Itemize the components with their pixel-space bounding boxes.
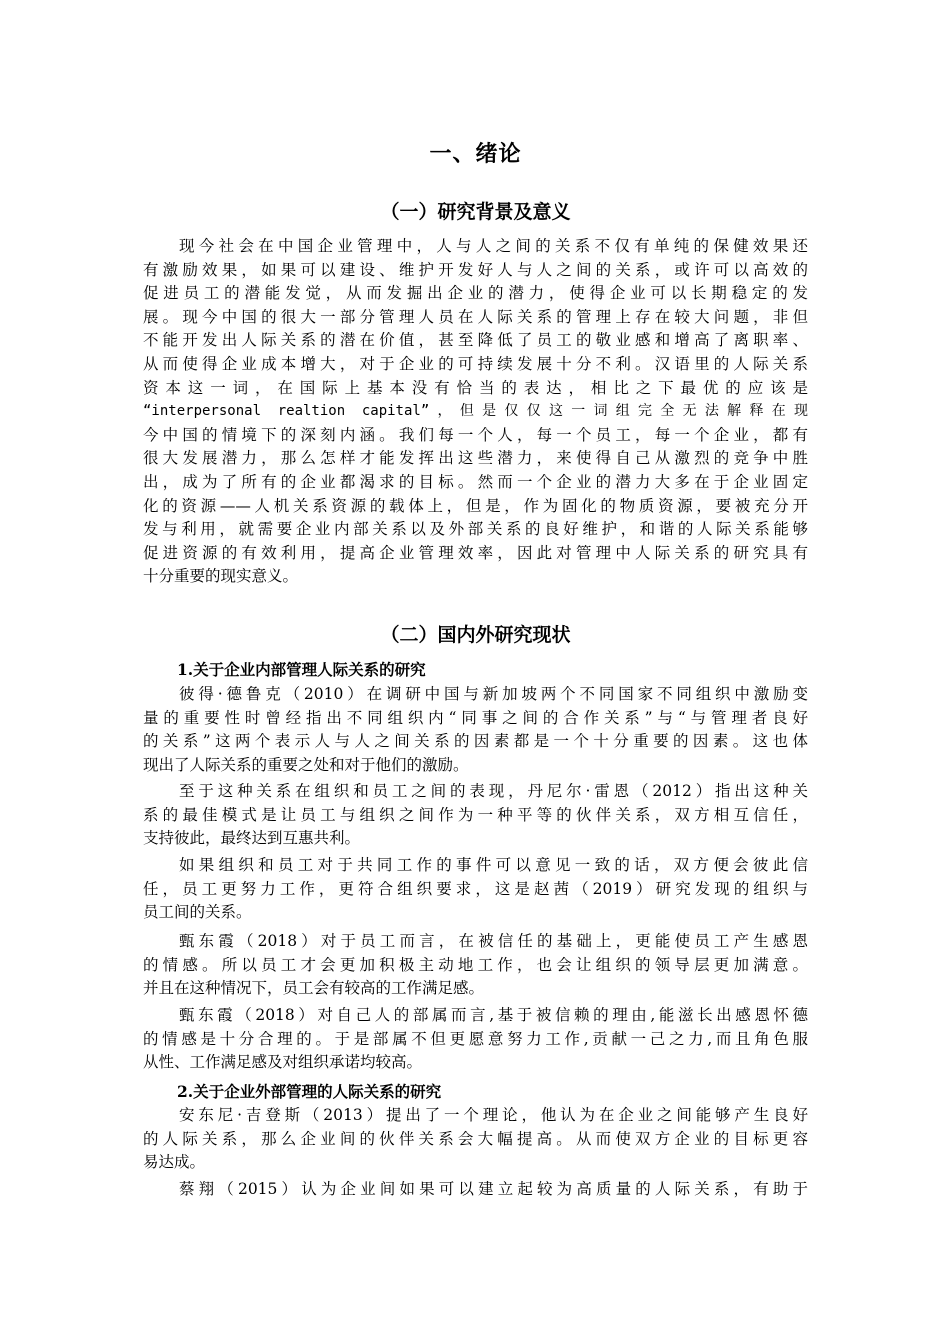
chapter-title: 一、绪论: [429, 141, 522, 167]
text-line: 的关系”这两个表示人与人之间关系的因素都是一个十分重要的因素。这也体: [143, 732, 808, 751]
text-line: 的人际关系，那么企业间的伙伴关系会大幅提高。从而使双方企业的目标更容: [143, 1129, 808, 1148]
text-line: 从而使得企业成本增大，对于企业的可持续发展十分不利。汉语里的人际关系: [143, 354, 808, 373]
text-line: 促进员工的潜能发觉，从而发掘出企业的潜力，使得企业可以长期稳定的发: [143, 284, 808, 303]
paragraph-1: [143, 683, 808, 777]
section1-paragraph: [143, 235, 808, 589]
paragraph-5: [143, 1004, 808, 1075]
text-line: 今中国的情境下的深刻内涵。我们每一个人，每一个员工，每一个企业，都有: [143, 425, 808, 444]
text-line: 量的重要性时曾经指出不同组织内“同事之间的合作关系”与“与管理者良好: [143, 708, 808, 727]
text-line: “interpersonal realtion capital”，但是仅仅这一词组完全无法解释在现: [143, 403, 808, 420]
text-line: 出，成为了所有的企业都渴求的目标。然而一个企业的潜力大多在于企业固定: [143, 472, 808, 491]
text-line: 现今社会在中国企业管理中，人与人之间的关系不仅有单纯的保健效果还: [179, 237, 808, 255]
text-line: 如果组织和员工对于共同工作的事件可以意见一致的话，双方便会彼此信: [179, 856, 808, 874]
paragraph-6: [143, 1104, 808, 1175]
text-line: 从性、工作满足感及对组织承诺均较高。: [143, 1053, 423, 1072]
text-line: 很大发展潜力，那么怎样才能发挥出这些潜力，来使得自己从激烈的竞争中胜: [143, 449, 808, 468]
text-line: 促进资源的有效利用，提高企业管理效率，因此对管理中人际关系的研究具有: [143, 543, 808, 562]
text-line: 有激励效果，如果可以建设、维护开发好人与人之间的关系，或许可以高效的: [143, 260, 808, 279]
text-line: 资本这一词，在国际上基本没有恰当的表达，相比之下最优的应该是: [143, 378, 808, 397]
text-line: 不能开发出人际关系的潜在价值，甚至降低了员工的敬业感和增高了离职率、: [143, 331, 808, 350]
text-line: 甄东霞（2018）对自己人的部属而言,基于被信赖的理由,能滋长出感恩怀德: [179, 1006, 808, 1024]
text-line: 任，员工更努力工作，更符合组织要求，这是赵茜（2019）研究发现的组织与: [143, 879, 808, 898]
text-line: 现出了人际关系的重要之处和对于他们的激励。: [143, 755, 469, 774]
subsection1-heading: 1.关于企业内部管理人际关系的研究: [177, 660, 426, 679]
text-line: 发与利用，就需要企业内部关系以及外部关系的良好维护，和谐的人际关系能够: [143, 520, 808, 539]
paragraph-3: [143, 854, 808, 925]
paragraph-2: [143, 780, 808, 851]
text-line: 至于这种关系在组织和员工之间的表现，丹尼尔·雷恩（2012）指出这种关: [179, 782, 808, 800]
section1-heading: （一）研究背景及意义: [380, 201, 571, 223]
text-line: 系的最佳模式是让员工与组织之间作为一种平等的伙伴关系，双方相互信任，: [143, 805, 808, 824]
text-line: 十分重要的现实意义。: [143, 567, 299, 586]
text-line: 的情感是十分合理的。于是部属不但更愿意努力工作,贡献一己之力,而且角色服: [143, 1029, 808, 1048]
text-line: 易达成。: [143, 1153, 206, 1172]
paragraph-7: [143, 1178, 808, 1202]
section2-heading: （二）国内外研究现状: [380, 624, 571, 646]
subsection2-heading: 2.关于企业外部管理的人际关系的研究: [177, 1082, 442, 1101]
paragraph-4: [143, 930, 808, 1001]
text-line: 的情感。所以员工才会更加积极主动地工作，也会让组织的领导层更加满意。: [143, 955, 808, 974]
text-line: 员工间的关系。: [143, 903, 252, 922]
text-line: 并且在这种情况下，员工会有较高的工作满足感。: [143, 979, 485, 998]
text-line: 化的资源——人机关系资源的载体上，但是，作为固化的物质资源，要被充分开: [143, 496, 808, 515]
text-line: 甄东霞（2018）对于员工而言，在被信任的基础上，更能使员工产生感恩: [179, 932, 808, 950]
text-line: 安东尼·吉登斯（2013）提出了一个理论，他认为在企业之间能够产生良好: [179, 1106, 808, 1124]
text-line: 蔡翔（2015）认为企业间如果可以建立起较为高质量的人际关系，有助于: [179, 1180, 808, 1198]
text-line: 彼得·德鲁克（2010）在调研中国与新加坡两个不同国家不同组织中激励变: [179, 685, 808, 703]
text-line: 支持彼此，最终达到互惠共利。: [143, 829, 361, 848]
text-line: 展。现今中国的很大一部分管理人员在人际关系的管理上存在较大问题，非但: [143, 307, 808, 326]
